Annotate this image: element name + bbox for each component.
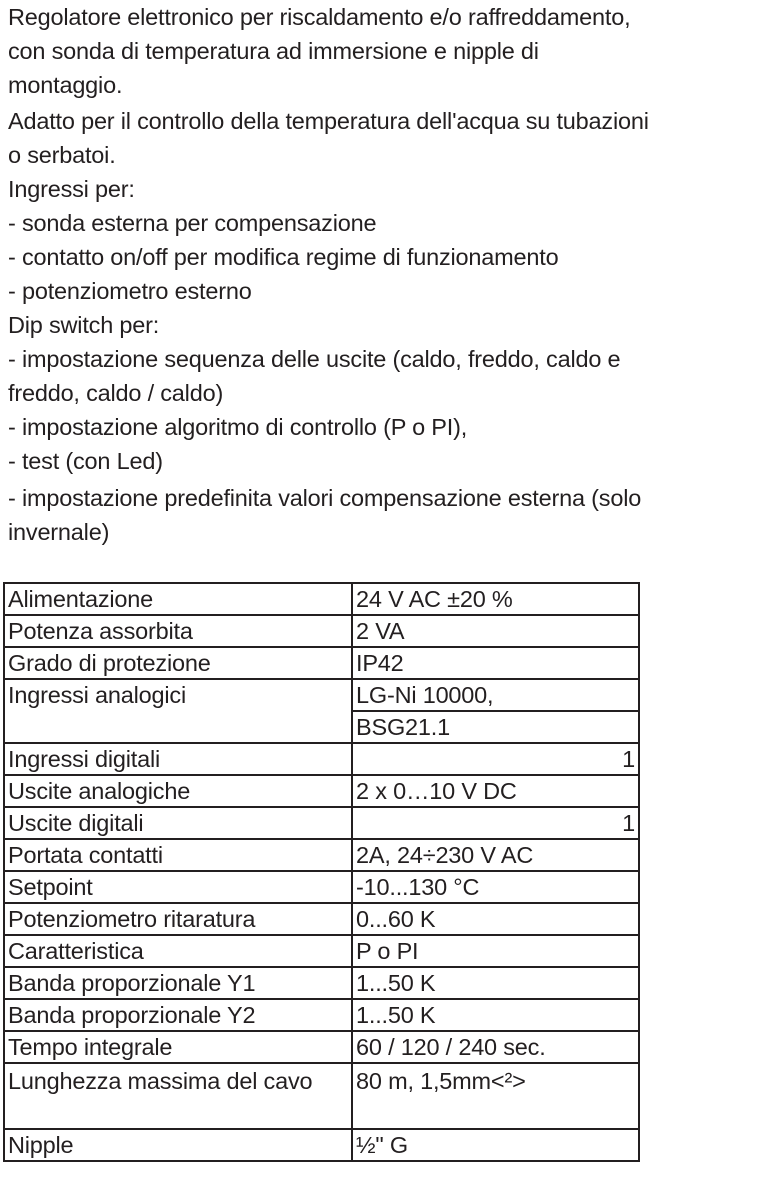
spec-label: Lunghezza massima del cavo [4,1063,352,1129]
spec-value: 1 [352,743,639,775]
spec-value: P o PI [352,935,639,967]
spec-label: Potenza assorbita [4,615,352,647]
description-line: - impostazione sequenza delle uscite (caldo, freddo, caldo e [8,346,621,372]
spec-label: Alimentazione [4,583,352,615]
spec-value: 2 VA [352,615,639,647]
table-row [4,999,639,1031]
spec-label: Banda proporzionale Y1 [4,967,352,999]
description-line: - contatto on/off per modifica regime di funzionamento [8,244,559,270]
spec-label: Uscite digitali [4,807,352,839]
description-line: - impostazione predefinita valori compensazione esterna (solo [8,485,642,511]
table-row [4,1063,639,1129]
spec-value: 1...50 K [352,967,639,999]
spec-value: 60 / 120 / 240 sec. [352,1031,639,1063]
table-row [4,807,639,839]
spec-value: BSG21.1 [352,711,639,743]
spec-label: Caratteristica [4,935,352,967]
table-row [4,1031,639,1063]
description-line: - potenziometro esterno [8,278,252,304]
spec-value: 24 V AC ±20 % [352,583,639,615]
spec-label: Tempo integrale [4,1031,352,1063]
table-row [4,871,639,903]
description-line: Ingressi per: [8,176,135,202]
table-row [4,903,639,935]
spec-value: LG-Ni 10000, [352,679,639,711]
table-row [4,1129,639,1161]
spec-value: 0...60 K [352,903,639,935]
description-line: Dip switch per: [8,312,160,338]
table-row [4,647,639,679]
spec-label: Banda proporzionale Y2 [4,999,352,1031]
description-line: montaggio. [8,72,123,98]
spec-label: Uscite analogiche [4,775,352,807]
table-row [4,935,639,967]
table-row [4,743,639,775]
spec-value: 2A, 24÷230 V AC [352,839,639,871]
spec-value: 2 x 0…10 V DC [352,775,639,807]
spec-value: IP42 [352,647,639,679]
spec-label: Grado di protezione [4,647,352,679]
product-description [8,0,766,549]
spec-table [3,582,640,1162]
description-line: Regolatore elettronico per riscaldamento e/o raffreddamento, [8,4,631,30]
table-row [4,583,639,615]
description-line: - sonda esterna per compensazione [8,210,377,236]
spec-label: Ingressi digitali [4,743,352,775]
description-line: Adatto per il controllo della temperatura dell'acqua su tubazioni [8,108,649,134]
description-line: - impostazione algoritmo di controllo (P o PI), [8,414,468,440]
spec-value: -10...130 °C [352,871,639,903]
description-line: o serbatoi. [8,142,116,168]
spec-value: 1 [352,807,639,839]
table-row [4,967,639,999]
table-row [4,615,639,647]
spec-label: Portata contatti [4,839,352,871]
spec-value: 1...50 K [352,999,639,1031]
spec-label: Nipple [4,1129,352,1161]
spec-label: Potenziometro ritaratura [4,903,352,935]
spec-label: Setpoint [4,871,352,903]
table-row [4,679,639,711]
spec-value: ½" G [352,1129,639,1161]
spec-label: Ingressi analogici [4,679,352,743]
table-row [4,839,639,871]
table-row [4,775,639,807]
spec-value: 80 m, 1,5mm<²> [352,1063,639,1129]
description-line: invernale) [8,519,110,545]
description-line: con sonda di temperatura ad immersione e nipple di [8,38,539,64]
description-line: freddo, caldo / caldo) [8,380,224,406]
description-line: - test (con Led) [8,448,163,474]
